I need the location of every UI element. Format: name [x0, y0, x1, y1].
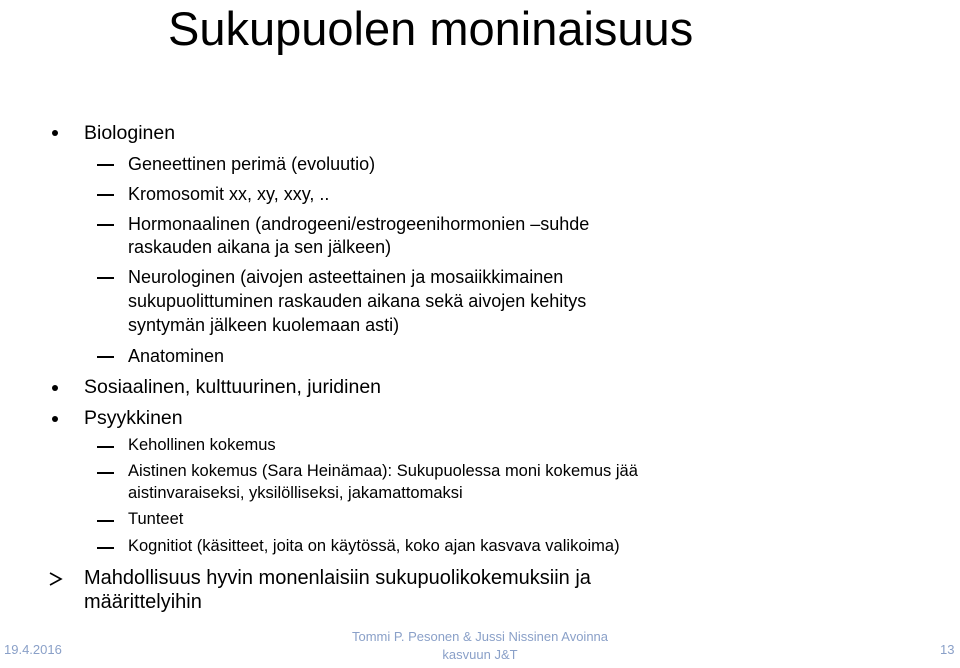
bullet-psyykkinen: Psyykkinen [84, 407, 183, 429]
subitem-kehollinen: Kehollinen kokemus [128, 436, 276, 454]
dash-marker [97, 164, 114, 166]
dash-marker [97, 224, 114, 226]
footer-author [320, 628, 640, 664]
subitem-hormonaalinen-line1: Hormonaalinen (androgeeni/estrogeenihormonien –suhde [128, 214, 590, 234]
subitem-aistinen-line2: aistinvaraiseksi, yksilölliseksi, jakamattomaksi [128, 484, 463, 502]
subitem-geneettinen: Geneettinen perimä (evoluutio) [128, 154, 376, 174]
footer-author-line1: Tommi P. Pesonen & Jussi Nissinen Avoinna [351, 629, 609, 644]
dash-marker [97, 547, 114, 549]
dash-marker [97, 277, 114, 279]
bullet-marker [52, 130, 58, 136]
bullet-mahdollisuus-line2: määrittelyihin [84, 591, 202, 613]
subitem-anatominen: Anatominen [128, 346, 225, 366]
dash-marker [97, 446, 114, 448]
footer-author-line2: kasvuun J&T [442, 647, 518, 662]
subitem-aistinen-line1: Aistinen kokemus (Sara Heinämaa): Sukupuolessa moni kokemus jää [128, 462, 638, 480]
subitem-hormonaalinen-line2: raskauden aikana ja sen jälkeen) [128, 237, 392, 257]
dash-marker [97, 520, 114, 522]
dash-marker [97, 472, 114, 474]
arrow-bullet-icon [48, 571, 64, 587]
bullet-sosiaalinen: Sosiaalinen, kulttuurinen, juridinen [84, 376, 382, 398]
dash-marker [97, 194, 114, 196]
dash-marker [97, 356, 114, 358]
subitem-neurologinen-line2: sukupuolittuminen raskauden aikana sekä aivojen kehitys [128, 291, 587, 311]
slide-title: Sukupuolen moninaisuus [168, 2, 694, 55]
subitem-neurologinen-line3: syntymän jälkeen kuolemaan asti) [128, 315, 400, 335]
bullet-marker [52, 416, 58, 422]
subitem-tunteet: Tunteet [128, 510, 184, 528]
bullet-biologinen: Biologinen [84, 122, 176, 144]
subitem-neurologinen-line1: Neurologinen (aivojen asteettainen ja mosaiikkimainen [128, 267, 564, 287]
bullet-marker [52, 385, 58, 391]
subitem-kromosomit: Kromosomit xx, xy, xxy, .. [128, 184, 330, 204]
footer-page-number: 13 [940, 642, 955, 657]
footer-date: 19.4.2016 [4, 642, 62, 657]
subitem-kognitiot: Kognitiot (käsitteet, joita on käytössä, koko ajan kasvava valikoima) [128, 537, 620, 555]
bullet-mahdollisuus-line1: Mahdollisuus hyvin monenlaisiin sukupuolikokemuksiin ja [84, 567, 591, 589]
